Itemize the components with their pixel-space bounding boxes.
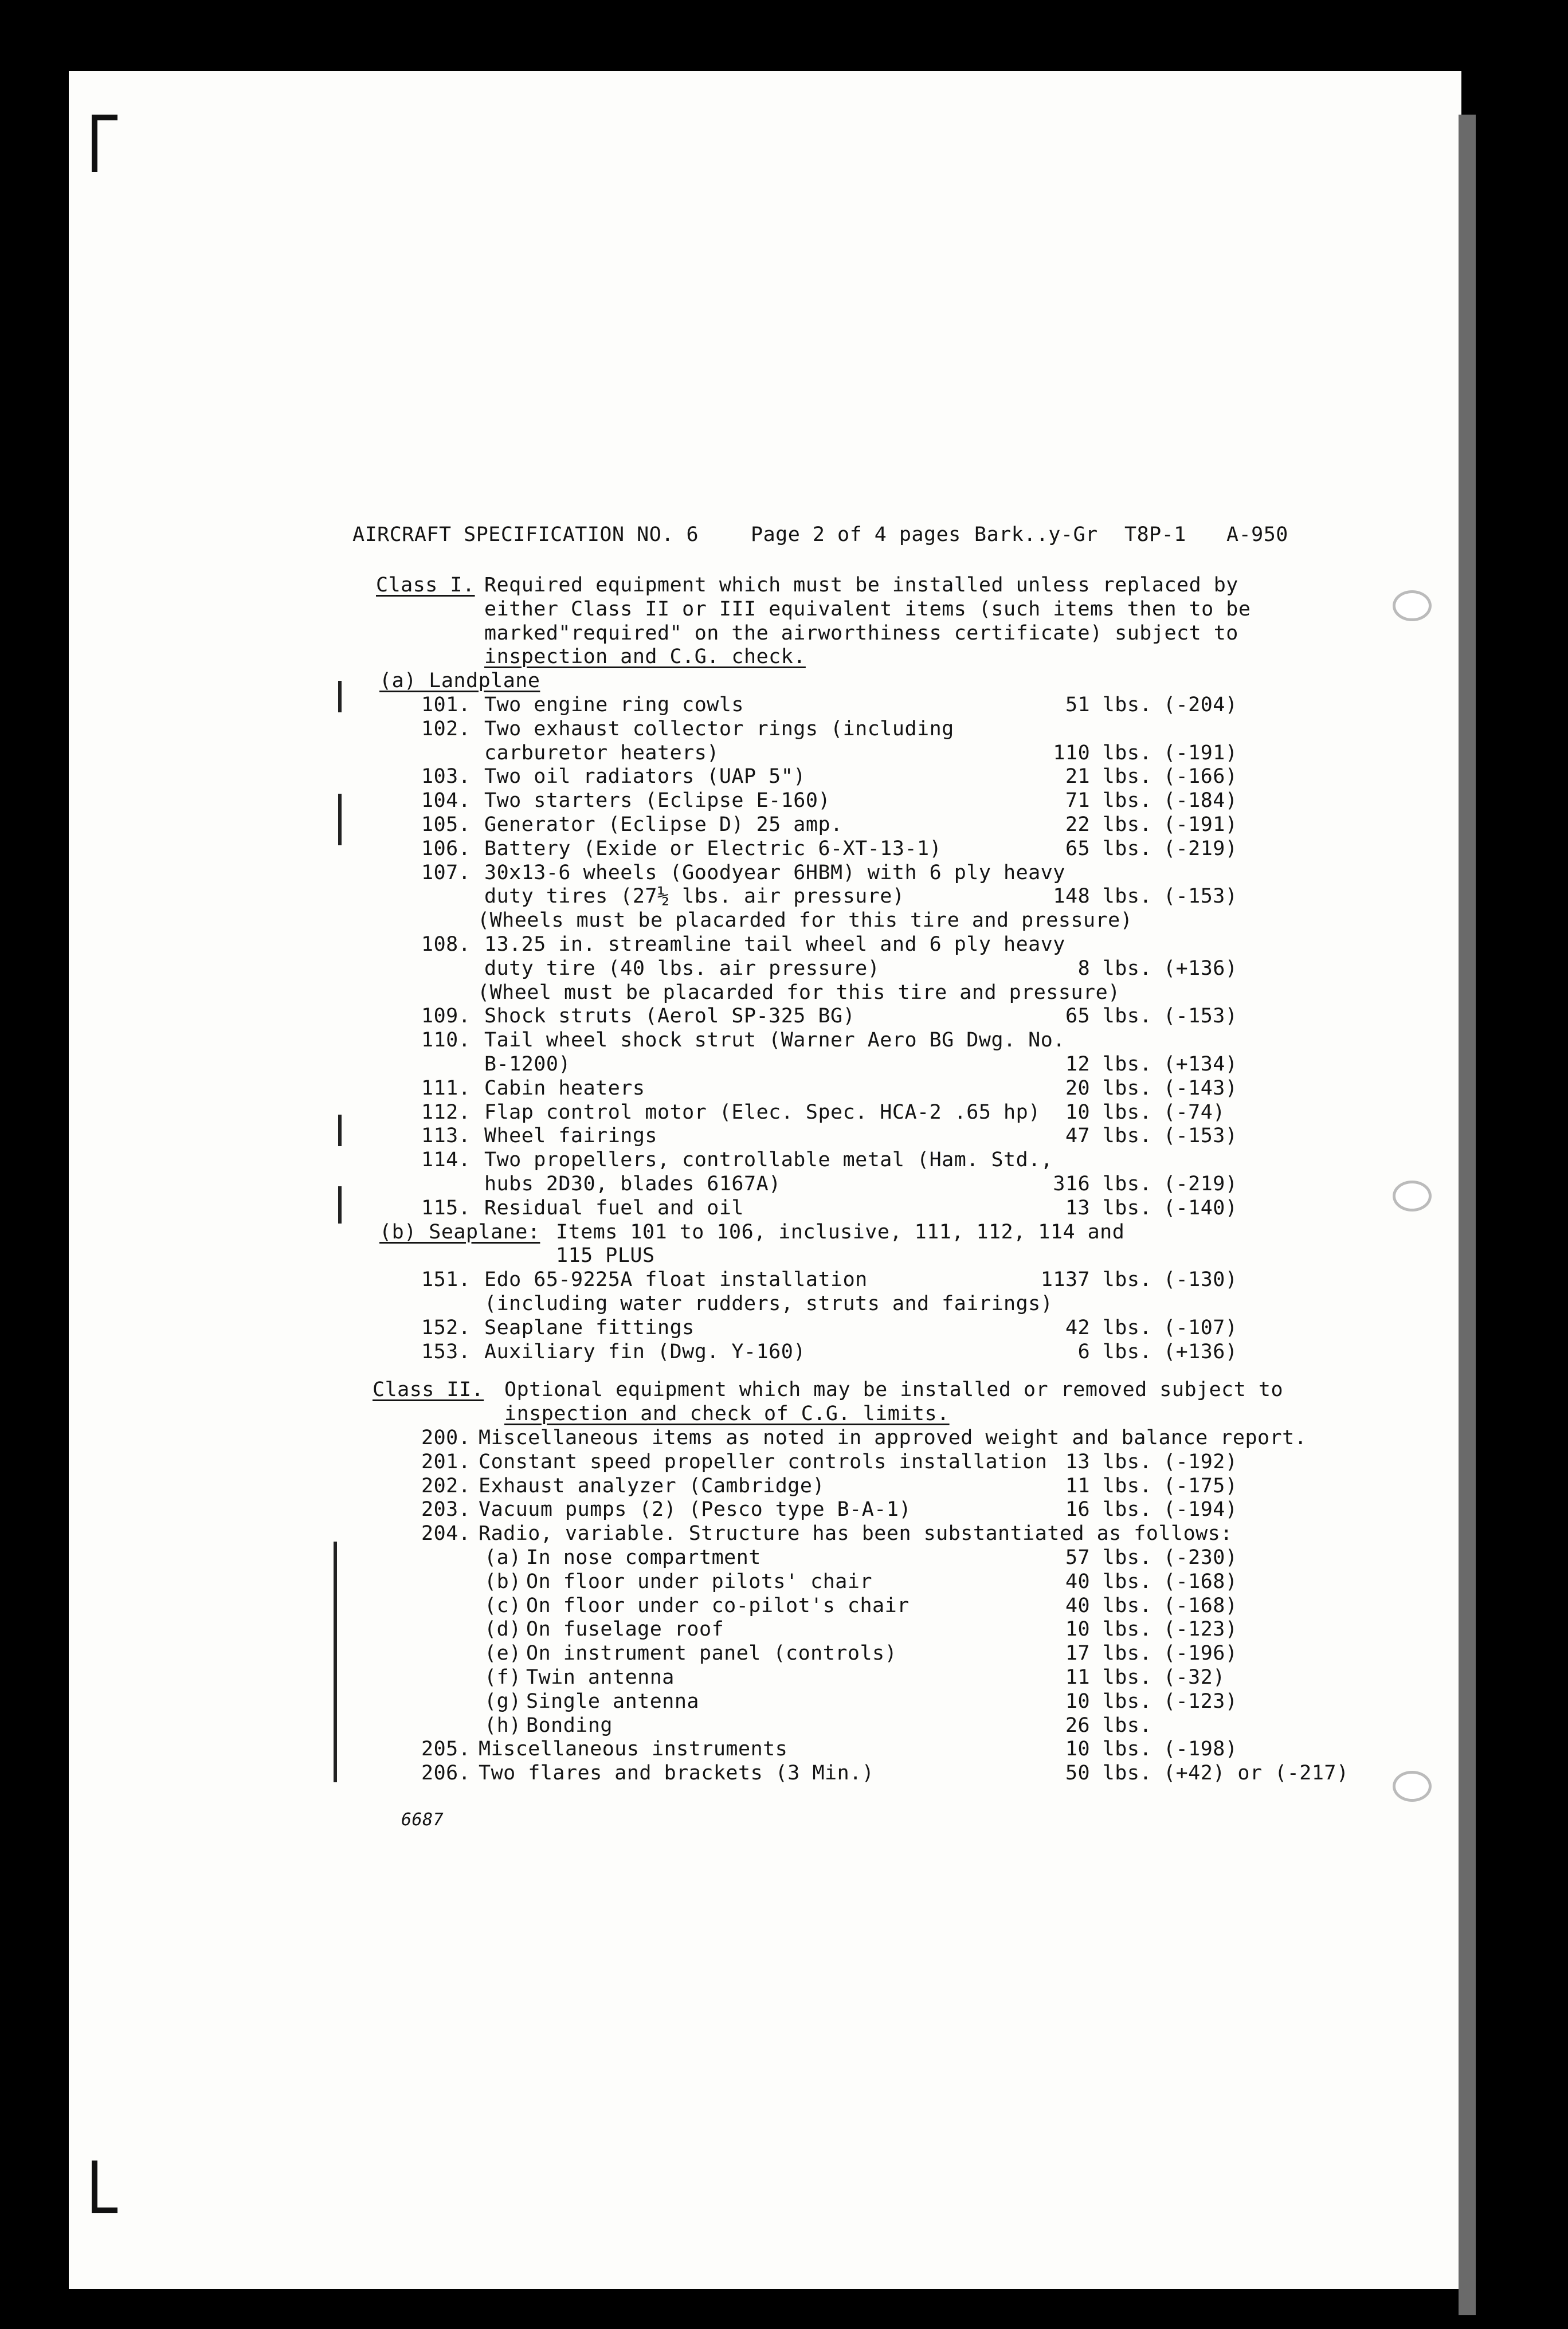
crop-mark: [92, 115, 117, 120]
item-weight: 40 lbs.: [1065, 1594, 1152, 1617]
item-description: Miscellaneous items as noted in approved weight and balance report.: [479, 1426, 1307, 1450]
item-cg-arm: (-140): [1163, 1196, 1238, 1220]
item-description: Two starters (Eclipse E-160): [484, 789, 831, 813]
header-page: Page 2 of 4 pages: [751, 523, 961, 546]
item-cg-arm: (-230): [1163, 1546, 1238, 1570]
item-description: Exhaust analyzer (Cambridge): [479, 1474, 825, 1497]
item-description: Two engine ring cowls: [484, 693, 744, 716]
crop-mark: [92, 2161, 97, 2212]
header-spec-no: A-950: [1226, 523, 1288, 546]
item-cg-arm: (+136): [1163, 1340, 1238, 1363]
item-weight: 10 lbs.: [1065, 1100, 1152, 1124]
seaplane-text: 115 PLUS: [556, 1244, 655, 1268]
item-description: Seaplane fittings: [484, 1316, 695, 1339]
item-cg-arm: (-166): [1163, 765, 1238, 789]
item-cg-arm: (-204): [1163, 693, 1238, 716]
item-description: Wheel fairings: [484, 1124, 658, 1148]
crop-mark: [92, 2208, 117, 2213]
item-weight: 11 lbs.: [1065, 1474, 1152, 1497]
punch-hole: [1393, 1181, 1432, 1211]
radio-option-description: Single antenna: [526, 1689, 700, 1713]
item-number: 107.: [421, 861, 471, 884]
item-cg-arm: (+136): [1163, 956, 1238, 980]
item-weight: 6 lbs.: [1077, 1340, 1152, 1363]
item-description: Vacuum pumps (2) (Pesco type B-A-1): [479, 1498, 912, 1522]
item-cg-arm: (-168): [1163, 1594, 1238, 1617]
seaplane-text: Items 101 to 106, inclusive, 111, 112, 114 and: [556, 1220, 1125, 1244]
item-number: 203.: [421, 1498, 471, 1522]
item-weight: 10 lbs.: [1065, 1618, 1152, 1641]
item-cg-arm: (-192): [1163, 1450, 1238, 1473]
item-number: 110.: [421, 1029, 471, 1052]
class-ii-label: Class II.: [373, 1378, 484, 1402]
item-weight: 110 lbs.: [1053, 741, 1152, 764]
item-description: Tail wheel shock strut (Warner Aero BG Dwg. No.: [484, 1029, 1065, 1052]
item-description: Residual fuel and oil: [484, 1196, 744, 1220]
item-cg-arm: (-196): [1163, 1642, 1238, 1665]
item-description: Two oil radiators (UAP 5"): [484, 765, 806, 789]
item-cg-arm: (-153): [1163, 1005, 1238, 1028]
item-number: 201.: [421, 1450, 471, 1473]
radio-option-key: (a): [484, 1546, 522, 1570]
item-description: Two flares and brackets (3 Min.): [479, 1762, 875, 1785]
item-description: carburetor heaters): [484, 741, 719, 764]
item-cg-arm: (-191): [1163, 741, 1238, 764]
radio-option-key: (b): [484, 1570, 522, 1593]
item-description: Two propellers, controllable metal (Ham. Std.,: [484, 1148, 1053, 1172]
item-number: 200.: [421, 1426, 471, 1450]
margin-mark: [338, 681, 342, 712]
item-description: Auxiliary fin (Dwg. Y-160): [484, 1340, 806, 1363]
page-edge: [1459, 115, 1476, 2315]
item-number: 111.: [421, 1076, 471, 1100]
class-ii-text: Optional equipment which may be installed or removed subject to: [504, 1378, 1284, 1402]
item-weight: 13 lbs.: [1065, 1196, 1152, 1220]
radio-option-key: (f): [484, 1666, 522, 1689]
item-number: 102.: [421, 717, 471, 740]
radio-option-description: On floor under co-pilot's chair: [526, 1594, 910, 1617]
item-number: 103.: [421, 765, 471, 789]
item-description: Generator (Eclipse D) 25 amp.: [484, 813, 843, 836]
item-description: (including water rudders, struts and fairings): [484, 1292, 1053, 1315]
class-i-text: marked"required" on the airworthiness certificate) subject to: [484, 621, 1238, 645]
item-weight: 21 lbs.: [1065, 765, 1152, 789]
item-cg-arm: (-191): [1163, 813, 1238, 836]
item-number: 109.: [421, 1005, 471, 1028]
item-cg-arm: (-168): [1163, 1570, 1238, 1593]
class-i-text: either Class II or III equivalent items (such items then to be: [484, 597, 1251, 621]
radio-option-description: In nose compartment: [526, 1546, 761, 1570]
radio-option-description: On instrument panel (controls): [526, 1642, 897, 1665]
item-cg-arm: (-219): [1163, 837, 1238, 860]
item-cg-arm: (-130): [1163, 1268, 1238, 1292]
radio-option-description: On fuselage roof: [526, 1618, 724, 1641]
radio-option-description: Bonding: [526, 1714, 613, 1737]
item-cg-arm: (-74): [1163, 1100, 1225, 1124]
item-description: Shock struts (Aerol SP-325 BG): [484, 1005, 856, 1028]
item-number: 151.: [421, 1268, 471, 1292]
handwritten-note: 6687: [401, 1810, 444, 1830]
margin-mark: [338, 794, 342, 845]
item-number: 104.: [421, 789, 471, 813]
item-cg-arm: (-123): [1163, 1689, 1238, 1713]
item-weight: 12 lbs.: [1065, 1053, 1152, 1076]
item-cg-arm: (+134): [1163, 1053, 1238, 1076]
header-model: T8P-1: [1124, 523, 1186, 546]
item-weight: 26 lbs.: [1065, 1714, 1152, 1737]
item-number: 152.: [421, 1316, 471, 1339]
radio-option-key: (h): [484, 1714, 522, 1737]
item-description: duty tire (40 lbs. air pressure): [484, 956, 880, 980]
class-i-text: Required equipment which must be installed unless replaced by: [484, 574, 1238, 597]
item-weight: 40 lbs.: [1065, 1570, 1152, 1593]
item-cg-arm: (-32): [1163, 1666, 1225, 1689]
margin-mark: [338, 1115, 342, 1146]
item-cg-arm: (-184): [1163, 789, 1238, 813]
item-weight: 316 lbs.: [1053, 1173, 1152, 1195]
item-description: B-1200): [484, 1053, 571, 1076]
item-description: Radio, variable. Structure has been substantiated as follows:: [479, 1522, 1233, 1546]
item-cg-arm: (-153): [1163, 885, 1238, 908]
item-description: duty tires (27½ lbs. air pressure): [484, 885, 905, 908]
item-weight: 1137 lbs.: [1040, 1268, 1152, 1292]
item-weight: 51 lbs.: [1065, 693, 1152, 716]
item-weight: 11 lbs.: [1065, 1666, 1152, 1689]
item-description: Edo 65-9225A float installation: [484, 1268, 868, 1292]
class-i-text: inspection and C.G. check.: [484, 645, 806, 669]
item-number: 105.: [421, 813, 471, 836]
seaplane-heading: (b) Seaplane:: [379, 1220, 540, 1244]
item-number: 204.: [421, 1522, 471, 1546]
item-weight: 13 lbs.: [1065, 1450, 1152, 1473]
item-description: Cabin heaters: [484, 1076, 645, 1100]
radio-option-description: On floor under pilots' chair: [526, 1570, 873, 1593]
item-description: Battery (Exide or Electric 6-XT-13-1): [484, 837, 942, 860]
radio-option-key: (g): [484, 1689, 522, 1713]
item-number: 101.: [421, 693, 471, 716]
class-i-label: Class I.: [376, 574, 475, 597]
item-description: Two exhaust collector rings (including: [484, 717, 954, 740]
crop-mark: [92, 115, 97, 172]
punch-hole: [1393, 590, 1432, 621]
item-number: 113.: [421, 1124, 471, 1148]
item-weight: 10 lbs.: [1065, 1689, 1152, 1713]
radio-option-description: Twin antenna: [526, 1666, 675, 1689]
item-cg-arm: (-143): [1163, 1076, 1238, 1100]
item-cg-arm: (-153): [1163, 1124, 1238, 1148]
item-weight: 22 lbs.: [1065, 813, 1152, 836]
item-number: 206.: [421, 1762, 471, 1785]
item-weight: 57 lbs.: [1065, 1546, 1152, 1570]
punch-hole: [1393, 1771, 1432, 1802]
item-description: (Wheel must be placarded for this tire and pressure): [477, 981, 1120, 1004]
item-weight: 47 lbs.: [1065, 1124, 1152, 1148]
item-number: 112.: [421, 1100, 471, 1124]
item-description: 30x13-6 wheels (Goodyear 6HBM) with 6 ply heavy: [484, 861, 1065, 884]
item-weight: 65 lbs.: [1065, 1005, 1152, 1028]
item-weight: 16 lbs.: [1065, 1498, 1152, 1522]
margin-mark: [334, 1542, 337, 1782]
item-weight: 65 lbs.: [1065, 837, 1152, 860]
landplane-heading: (a) Landplane: [379, 669, 540, 693]
item-weight: 10 lbs.: [1065, 1738, 1152, 1761]
item-cg-arm: (-194): [1163, 1498, 1238, 1522]
radio-option-key: (d): [484, 1618, 522, 1641]
item-cg-arm: (-219): [1163, 1173, 1238, 1195]
radio-option-key: (e): [484, 1642, 522, 1665]
item-number: 115.: [421, 1196, 471, 1220]
item-cg-arm: (-107): [1163, 1316, 1238, 1339]
margin-mark: [338, 1186, 342, 1224]
item-weight: 71 lbs.: [1065, 789, 1152, 813]
item-description: hubs 2D30, blades 6167A): [484, 1173, 781, 1195]
class-ii-text: inspection and check of C.G. limits.: [504, 1402, 950, 1426]
item-weight: 42 lbs.: [1065, 1316, 1152, 1339]
item-number: 202.: [421, 1474, 471, 1497]
radio-option-key: (c): [484, 1594, 522, 1617]
item-description: Constant speed propeller controls installation: [479, 1450, 1048, 1473]
item-number: 108.: [421, 933, 471, 956]
item-cg-arm: (-175): [1163, 1474, 1238, 1497]
item-description: 13.25 in. streamline tail wheel and 6 ply heavy: [484, 933, 1065, 956]
item-weight: 148 lbs.: [1053, 885, 1152, 908]
item-weight: 50 lbs.: [1065, 1762, 1152, 1785]
item-cg-arm: (-123): [1163, 1618, 1238, 1641]
item-description: (Wheels must be placarded for this tire and pressure): [477, 909, 1133, 932]
item-number: 114.: [421, 1148, 471, 1172]
header-maker: Bark..y-Gr: [974, 523, 1098, 546]
item-cg-arm: (-198): [1163, 1738, 1238, 1761]
item-number: 153.: [421, 1340, 471, 1363]
item-cg-arm: (+42) or (-217): [1163, 1762, 1349, 1785]
item-description: Miscellaneous instruments: [479, 1738, 788, 1761]
item-weight: 20 lbs.: [1065, 1076, 1152, 1100]
header-spec: AIRCRAFT SPECIFICATION NO. 6: [352, 523, 699, 546]
item-description: Flap control motor (Elec. Spec. HCA-2 .65 hp): [484, 1100, 1041, 1124]
item-number: 106.: [421, 837, 471, 860]
item-weight: 8 lbs.: [1077, 956, 1152, 980]
item-weight: 17 lbs.: [1065, 1642, 1152, 1665]
item-number: 205.: [421, 1738, 471, 1761]
